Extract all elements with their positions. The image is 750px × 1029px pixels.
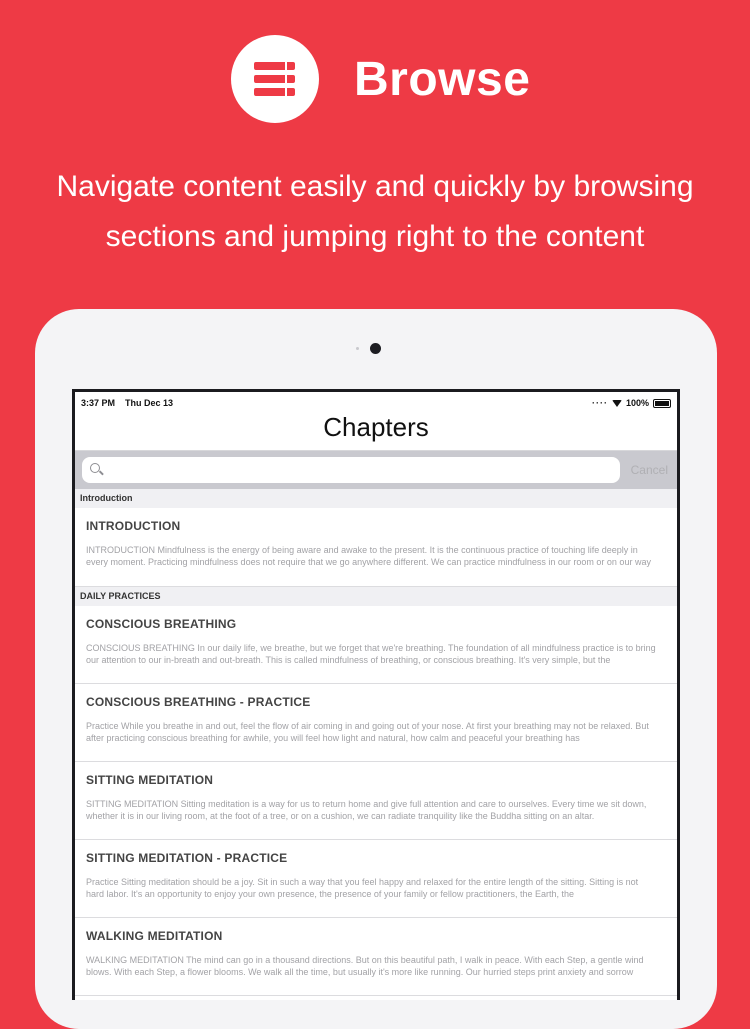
list-item[interactable] [75,684,677,762]
tagline-line-1: Navigate content easily and quickly by browsing [56,170,694,203]
sensor-dot [356,347,359,350]
front-camera [370,343,381,354]
signal-icon: ···· [591,398,608,408]
row-title: SITTING MEDITATION - PRACTICE [86,851,288,865]
page-title: Browse [354,53,531,106]
section-header-introduction: Introduction [75,489,677,508]
list-item[interactable] [75,508,677,587]
search-icon [90,463,100,473]
row-title: CONSCIOUS BREATHING - PRACTICE [86,695,311,709]
row-title: INTRODUCTION [86,519,181,533]
list-item[interactable] [75,840,677,918]
row-title: CONSCIOUS BREATHING [86,617,237,631]
list-item[interactable] [75,762,677,840]
row-text: CONSCIOUS BREATHING In our daily life, we breathe, but we forget that we're breathing. The foundation of all mindfulness practice is to bring our attention to our in-breath and out-breath. This is called mindfulness of breathing, or conscious breathing. It's very simple, but the [86,643,656,665]
list-item[interactable] [75,606,677,684]
tablet-screen [72,389,680,1000]
nav-title: Chapters [75,410,677,451]
row-text: INTRODUCTION Mindfulness is the energy of being aware and awake to the present. It is the continuous practice of touching life deeply in every moment. Practicing mindfulness does not require that we go anywhere different. We can practice mindfulness in our room or on our way [86,545,651,567]
battery-percent: 100% [625,398,649,408]
search-bar [75,451,677,489]
search-input[interactable] [82,457,620,483]
status-date: Thu Dec 13 [125,398,174,408]
tagline-line-2: sections and jumping right to the content [105,220,645,253]
row-text: Practice While you breathe in and out, feel the flow of air coming in and going out of your nose. At first your breathing may not be relaxed. But after practicing conscious breathing for awhile, you will feel how light and natural, how calm and peaceful your breathing has [86,721,649,743]
list-item[interactable] [75,918,677,996]
status-right [592,398,671,408]
row-title: SITTING MEDITATION [86,773,214,787]
list-sections-icon [231,35,319,123]
row-text: Practice Sitting meditation should be a joy. Sit in such a way that you feel happy and relaxed for the entire length of the sitting. Sitting is not hard labor. It's an opportunity to enjoy your own presence, the presence of your family or fellow practitioners, the Earth, the [86,877,639,899]
section-header-daily-practices: DAILY PRACTICES [75,587,677,606]
app-screen [75,392,677,1000]
row-title: WALKING MEDITATION [86,929,223,943]
tagline [0,162,750,262]
battery-icon [653,399,671,408]
status-time: 3:37 PM [81,398,116,408]
row-text: SITTING MEDITATION Sitting meditation is a way for us to return home and give full attention and care to ourselves. Every time we sit down, whether it is in our living room, at the foot of a tree, or on a cushion, we can radiate tranquility like the Buddha sitting on an altar. [86,799,647,821]
cancel-button[interactable]: Cancel [630,463,668,477]
wifi-icon [612,400,622,407]
row-text: WALKING MEDITATION The mind can go in a thousand directions. But on this beautiful path, I walk in peace. With each Step, a gentle wind blows. With each Step, a flower blooms. We walk all the time, but usually it's more like running. Our hurried steps print anxiety and sorrow [86,955,644,977]
status-bar [75,392,677,410]
